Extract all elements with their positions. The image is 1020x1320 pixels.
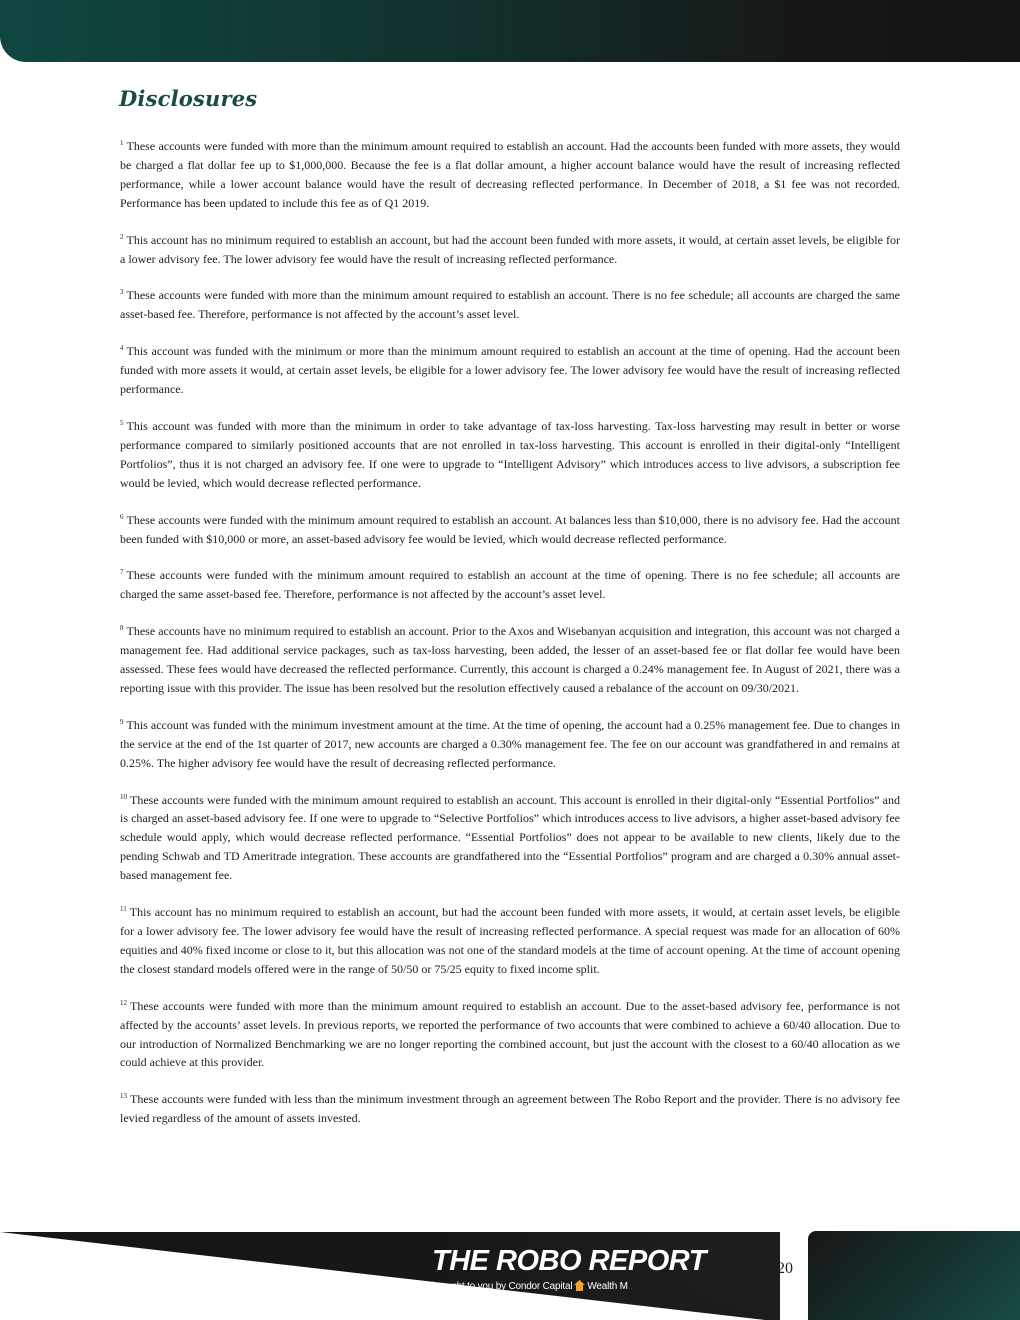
disclosure-note [120, 137, 900, 213]
disclosure-note [120, 716, 900, 773]
footnote-marker: 7 [120, 568, 124, 577]
note-text: These accounts were funded with more than the minimum amount required to establish an account. There is no fee schedule; all accounts are charged the same asset-based fee. Therefore, performance is not affected by the account’s asset level. [120, 288, 900, 322]
footer-corner-block [808, 1231, 1020, 1320]
footnote-marker: 10 [120, 792, 127, 801]
footnote-marker: 2 [120, 232, 124, 241]
brand-title: THE ROBO REPORT [432, 1245, 706, 1277]
disclosure-note [120, 903, 900, 979]
footnote-marker: 6 [120, 512, 124, 521]
disclosure-note [120, 231, 900, 269]
note-text: This account has no minimum required to establish an account, but had the account been funded with more assets, it would, at certain asset levels, be eligible for a lower advisory fee. The lower advisory fee would have the result of increasing reflected performance. [120, 232, 900, 266]
note-text: This account was funded with the minimum investment amount at the time. At the time of opening, the account had a 0.25% management fee. Due to changes in the service at the end of the 1st quarter of 2017, new accounts are charged a 0.30% management fee. The fee on our account was grandfathered in and remains at 0.25%. The higher advisory fee would have the result of decreasing reflected performance. [120, 717, 900, 770]
note-text: This account was funded with the minimum or more than the minimum amount required to establish an account at the time of opening. Had the account been funded with more assets it would, at certain asset levels, be eligible for a lower advisory fee. The lower advisory fee would have the result of increasing reflected performance. [120, 344, 900, 397]
brand-logo [432, 1245, 706, 1294]
disclosure-list [120, 137, 900, 1146]
disclosure-note [120, 566, 900, 604]
disclosure-note [120, 997, 900, 1073]
note-text: These accounts were funded with less than the minimum investment through an agreement between The Robo Report and the provider. There is no advisory fee levied regardless of the amount of assets invested. [120, 1092, 900, 1126]
brand-suffix: Wealth M [587, 1281, 628, 1292]
condor-house-icon [574, 1280, 585, 1294]
disclosure-note [120, 286, 900, 324]
footnote-marker: 12 [120, 998, 127, 1007]
brand-tagline [432, 1280, 706, 1294]
footnote-marker: 8 [120, 624, 124, 633]
note-text: This account has no minimum required to establish an account, but had the account been funded with more assets, it would, at certain asset levels, be eligible for a lower advisory fee. The lower advisory fee would have the result of increasing reflected performance. A special request was made for an allocation of 60% equities and 40% fixed income or close to it, but this allocation was not one of the standard models at the time of account opening. At the time of account opening the closest standard models offered were in the range of 50/50 or 75/25 equity to fixed income split. [120, 905, 900, 976]
page-number: 20 [777, 1260, 793, 1277]
note-text: These accounts were funded with more than the minimum amount required to establish an account. Due to the asset-based advisory fee, performance is not affected by the accounts’ asset levels. In previous reports, we reported the performance of two accounts that were combined to achieve a 60/40 allocation. Due to our introduction of Normalized Benchmarking we are no longer reporting the combined account, but just the account with the closest to a 60/40 allocation as we could achieve at this provider. [120, 998, 900, 1070]
disclosure-note [120, 342, 900, 399]
brand-prefix: brought to you by Condor Capital [432, 1281, 573, 1292]
footnote-marker: 3 [120, 288, 124, 297]
disclosure-note [120, 791, 900, 886]
note-text: These accounts were funded with the minimum amount required to establish an account. This account is enrolled in their digital-only “Essential Portfolios” and is charged an asset-based advisory fee. If one were to upgrade to “Selective Portfolios” which introduces access to live advisors, a higher asset-based advisory fee schedule would apply, which would decrease reflected performance. “Essential Portfolios” does not appear to be available to new clients, likely due to the pending Schwab and TD Ameritrade integration. These accounts are grandfathered into the “Essential Portfolios” program and are charged a 0.30% annual asset-based management fee. [120, 792, 900, 883]
disclosure-note [120, 1090, 900, 1128]
footnote-marker: 4 [120, 344, 124, 353]
footnote-marker: 5 [120, 418, 124, 427]
disclosure-note [120, 417, 900, 493]
note-text: These accounts have no minimum required to establish an account. Prior to the Axos and Wisebanyan acquisition and integration, this account was not charged a management fee. Had additional service packages, such as tax-loss harvesting, been added, the lesser of an asset-based fee or flat dollar fee would have been assessed. These fees would have decreased the reflected performance. Currently, this account is charged a 0.24% management fee. In August of 2021, there was a reporting issue with this provider. The issue has been resolved but the resolution effectively caused a rebalance of the account on 09/30/2021. [120, 624, 900, 695]
header-band [0, 0, 1020, 62]
note-text: These accounts were funded with the minimum amount required to establish an account. At balances less than $10,000, there is no advisory fee. Had the account been funded with $10,000 or more, an asset-based advisory fee would be levied, which would decrease reflected performance. [120, 512, 900, 546]
disclosure-note [120, 622, 900, 698]
footnote-marker: 9 [120, 717, 124, 726]
note-text: These accounts were funded with more than the minimum amount required to establish an account. Had the accounts been funded with more assets, they would be charged a flat dollar fee up to $1,000,000. Because the fee is a flat dollar amount, a higher account balance would have the result of increasing reflected performance, while a lower account balance would have the result of decreasing reflected performance. In December of 2018, a $1 fee was not recorded. Performance has been updated to include this fee as of Q1 2019. [120, 139, 900, 210]
note-text: This account was funded with more than the minimum in order to take advantage of tax-loss harvesting. Tax-loss harvesting may result in better or worse performance compared to similarly positioned accounts that are not enrolled in tax-loss harvesting. This account is enrolled in their digital-only “Intelligent Portfolios”, thus it is not charged an advisory fee. If one were to upgrade to “Intelligent Advisory” which introduces access to live advisors, a subscription fee would be levied, which would decrease reflected performance. [120, 418, 900, 490]
footnote-marker: 13 [120, 1092, 127, 1101]
note-text: These accounts were funded with the minimum amount required to establish an account at the time of opening. There is no fee schedule; all accounts are charged the same asset-based fee. Therefore, performance is not affected by the account’s asset level. [120, 568, 900, 602]
footnote-marker: 11 [120, 905, 127, 914]
footnote-marker: 1 [120, 139, 124, 147]
page-title: Disclosures [119, 86, 258, 111]
disclosure-note [120, 511, 900, 549]
